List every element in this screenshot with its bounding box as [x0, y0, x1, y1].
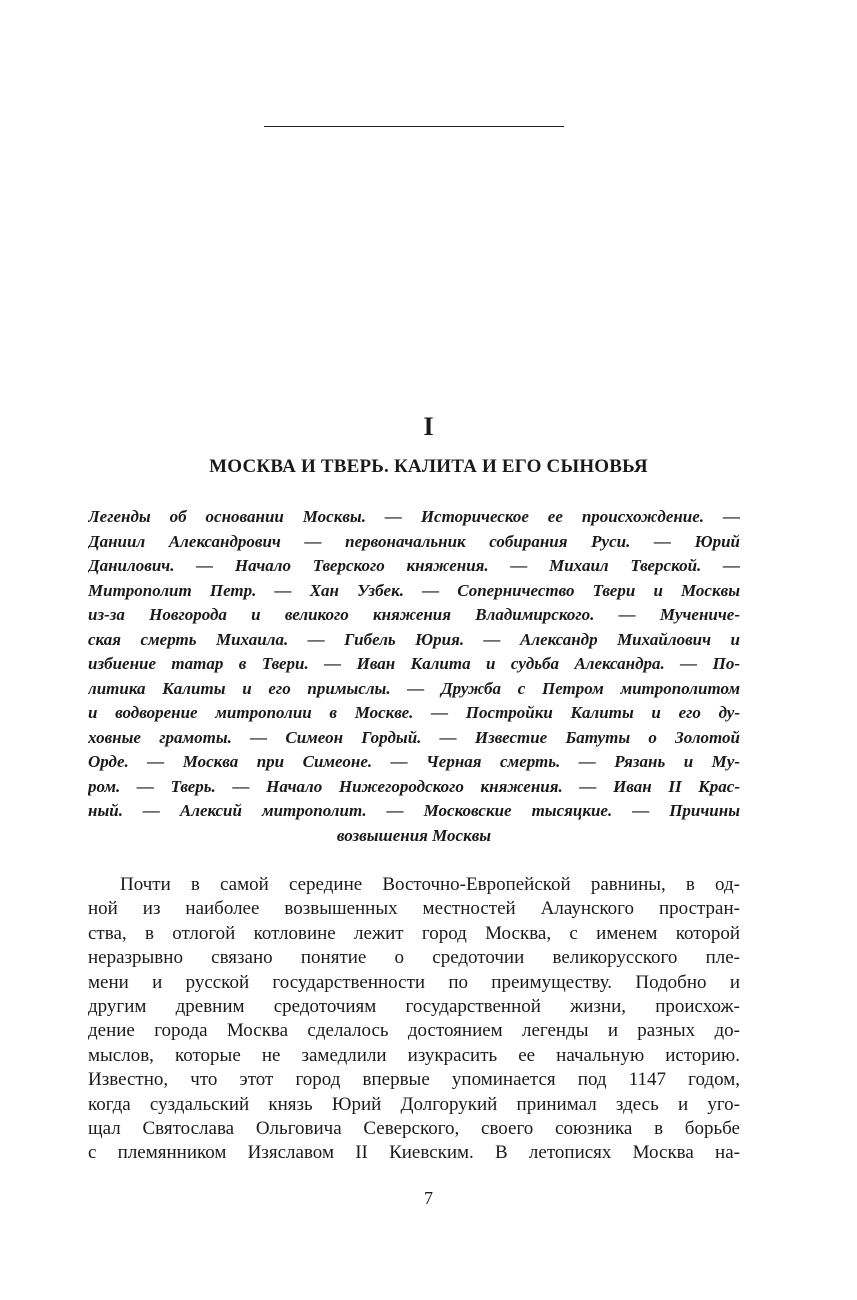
summary-line: избиение татар в Твери. — Иван Калита и судьба Александра. — По-	[88, 654, 740, 673]
page-number: 7	[424, 1188, 433, 1208]
summary-line: Даниил Александрович — первоначальник собирания Руси. — Юрий	[88, 531, 740, 551]
summary-line: из-за Новгорода и великого княжения Владимирского. — Мучениче-	[88, 605, 740, 624]
body-line: Почти в самой середине Восточно-Европейской равнины, в од-	[120, 874, 740, 895]
chapter-title: МОСКВА И ТВЕРЬ. КАЛИТА И ЕГО СЫНОВЬЯ	[209, 456, 648, 477]
chapter-summary	[88, 505, 740, 848]
body-line: с племянником Изяславом II Киевским. В летописях Москва на-	[88, 1142, 740, 1164]
body-line: другим древним средоточиям государственной жизни, происхож-	[88, 995, 740, 1017]
summary-line: и водворение митрополии в Москве. — Постройки Калиты и его ду-	[88, 703, 740, 722]
body-line: когда суздальский князь Юрий Долгорукий принимал здесь и уго-	[88, 1093, 740, 1115]
body-line: ной из наиболее возвышенных местностей Алаунского простран-	[88, 898, 740, 920]
summary-line: ром. — Тверь. — Начало Нижегородского княжения. — Иван II Крас-	[88, 776, 740, 796]
top-rule	[264, 126, 564, 127]
summary-line: Орде. — Москва при Симеоне. — Черная смерть. — Рязань и Му-	[88, 752, 740, 771]
summary-line: Данилович. — Начало Тверского княжения. — Михаил Тверской. —	[88, 556, 740, 575]
body-paragraph	[88, 873, 740, 1166]
summary-line: Митрополит Петр. — Хан Узбек. — Соперничество Твери и Москвы	[88, 580, 740, 600]
summary-line: Легенды об основании Москвы. — Историческое ее происхождение. —	[88, 507, 740, 526]
body-line: неразрывно связано понятие о средоточии великорусского пле-	[88, 947, 740, 969]
summary-line: литика Калиты и его примыслы. — Дружба с Петром митрополитом	[88, 678, 740, 698]
body-line: Известно, что этот город впервые упоминается под 1147 годом,	[88, 1069, 740, 1091]
body-line: мыслов, которые не замедлили изукрасить ее начальную историю.	[88, 1044, 740, 1066]
body-line: мени и русской государственности по преимуществу. Подобно и	[88, 971, 740, 993]
chapter-number: I	[423, 412, 434, 441]
summary-line: возвышения Москвы	[336, 825, 492, 845]
body-line: щал Святослава Ольговича Северского, своего союзника в борьбе	[88, 1117, 740, 1139]
summary-line: ховные грамоты. — Симеон Гордый. — Известие Батуты о Золотой	[88, 727, 740, 747]
summary-line: ская смерть Михаила. — Гибель Юрия. — Александр Михайлович и	[88, 629, 740, 649]
summary-line: ный. — Алексий митрополит. — Московские тысяцкие. — Причины	[88, 801, 740, 820]
body-line: ства, в отлогой котловине лежит город Москва, с именем которой	[88, 922, 740, 944]
body-line: дение города Москва сделалось достоянием легенды и разных до-	[88, 1020, 740, 1042]
